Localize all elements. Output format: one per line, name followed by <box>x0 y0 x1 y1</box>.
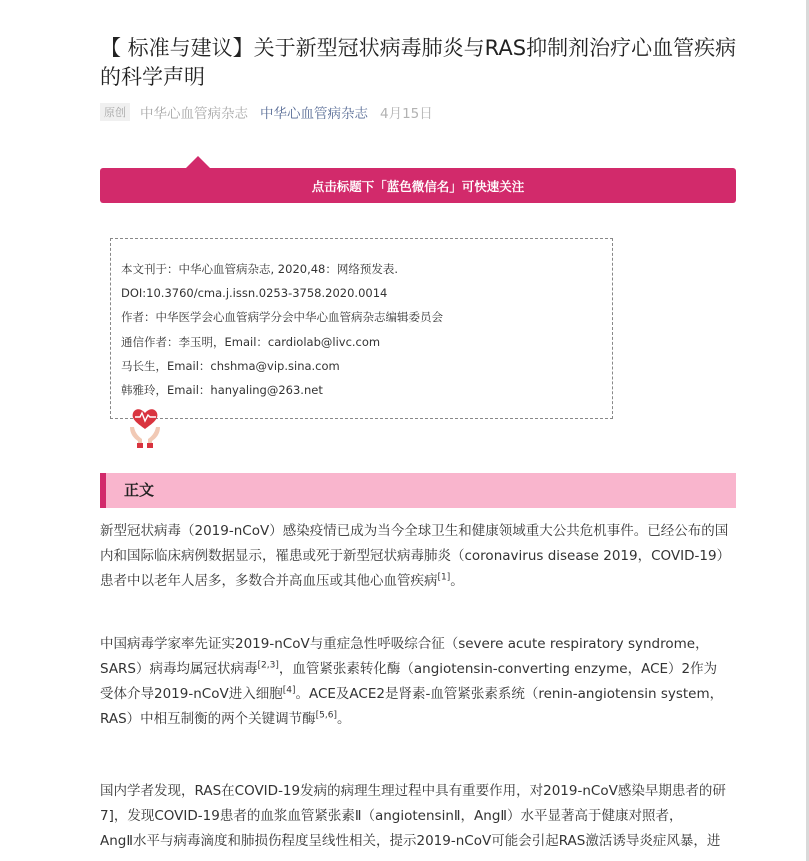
paragraph-line: 中国病毒学家率先证实2019-nCoV与重症急性呼吸综合征（severe acute respiratory syndrome， <box>100 636 709 652</box>
line-text: 患者中以老年人居多，多数合并高血压或其他心血管疾病 <box>100 573 438 589</box>
paragraph-line <box>100 707 737 732</box>
publish-date: 4月15日 <box>380 106 433 122</box>
paragraph-line: 新型冠状病毒（2019-nCoV）感染疫情已成为当今全球卫生和健康领域重大公共危机事件。已经公布的国 <box>100 523 729 539</box>
article-title: 【 标准与建议】关于新型冠状病毒肺炎与RAS抑制剂治疗心血管疾病的科学声明 <box>100 36 737 89</box>
line-text: 。 <box>336 711 351 727</box>
citation-line: 马长生，Email：chshma@vip.sina.com <box>121 358 340 373</box>
body-paragraph <box>100 632 737 732</box>
paragraph-line <box>100 657 737 682</box>
follow-banner-text: 点击标题下「蓝色微信名」可快速关注 <box>311 178 525 194</box>
paragraph-line: 内和国际临床病例数据显示，罹患或死于新型冠状病毒肺炎（coronavirus disease 2019，COVID-19） <box>100 548 731 564</box>
paragraph-line <box>100 682 737 707</box>
line-text: RAS）中相互制衡的两个关键调节酶 <box>100 711 316 727</box>
author-name: 中华心血管病杂志 <box>140 106 248 122</box>
banner-pointer <box>186 156 210 168</box>
reference-link[interactable]: [2,3] <box>257 660 279 671</box>
body-paragraph <box>100 519 737 594</box>
heart-hands-icon <box>127 405 163 449</box>
section-title: 正文 <box>124 481 155 499</box>
citation-line: 本文刊于：中华心血管病杂志, 2020,48：网络预发表. <box>121 262 399 276</box>
reference-link[interactable]: [4] <box>282 685 296 696</box>
paragraph-line <box>100 569 737 594</box>
citation-line: 韩雅玲，Email：hanyaling@263.net <box>121 383 323 398</box>
section-header <box>100 473 736 508</box>
follow-banner[interactable] <box>100 168 736 203</box>
section-accent-bar <box>100 473 106 508</box>
citation-line: 通信作者：李玉明，Email：cardiolab@livc.com <box>121 334 381 349</box>
original-badge: 原创 <box>100 103 130 121</box>
reference-link[interactable]: [1] <box>437 572 451 583</box>
account-name-link[interactable]: 中华心血管病杂志 <box>260 106 368 122</box>
citation-line: DOI:10.3760/cma.j.issn.0253-3758.2020.0014 <box>121 286 388 301</box>
body-paragraph <box>100 779 737 854</box>
line-text: 。 <box>450 573 464 589</box>
paragraph-line: 国内学者发现，RAS在COVID-19发病的病理生理过程中具有重要作用，对2019-nCoV感染早期患者的研 <box>100 783 726 799</box>
line-text: SARS）病毒均属冠状病毒 <box>100 661 258 677</box>
paragraph-line: AngⅡ水平与病毒滴度和肺损伤程度呈线性相关，提示2019-nCoV可能会引起RAS激活诱导炎症风暴，进 <box>100 833 721 849</box>
reference-link[interactable]: [5,6] <box>315 710 337 721</box>
article-meta <box>100 102 433 122</box>
citation-box <box>110 238 613 419</box>
citation-line: 作者：中华医学会心血管病学分会中华心血管病杂志编辑委员会 <box>121 310 443 325</box>
line-text: ，血管紧张素转化酶（angiotensin-converting enzyme，ACE）2作为 <box>278 661 718 677</box>
line-text: 。ACE及ACE2是肾素-血管紧张素系统（renin-angiotensin system， <box>295 686 724 702</box>
line-text: 受体介导2019-nCoV进入细胞 <box>100 686 283 702</box>
paragraph-line: 7]，发现COVID-19患者的血浆血管紧张素Ⅱ（angiotensinⅡ，AngⅡ）水平显著高于健康对照者， <box>100 808 683 824</box>
